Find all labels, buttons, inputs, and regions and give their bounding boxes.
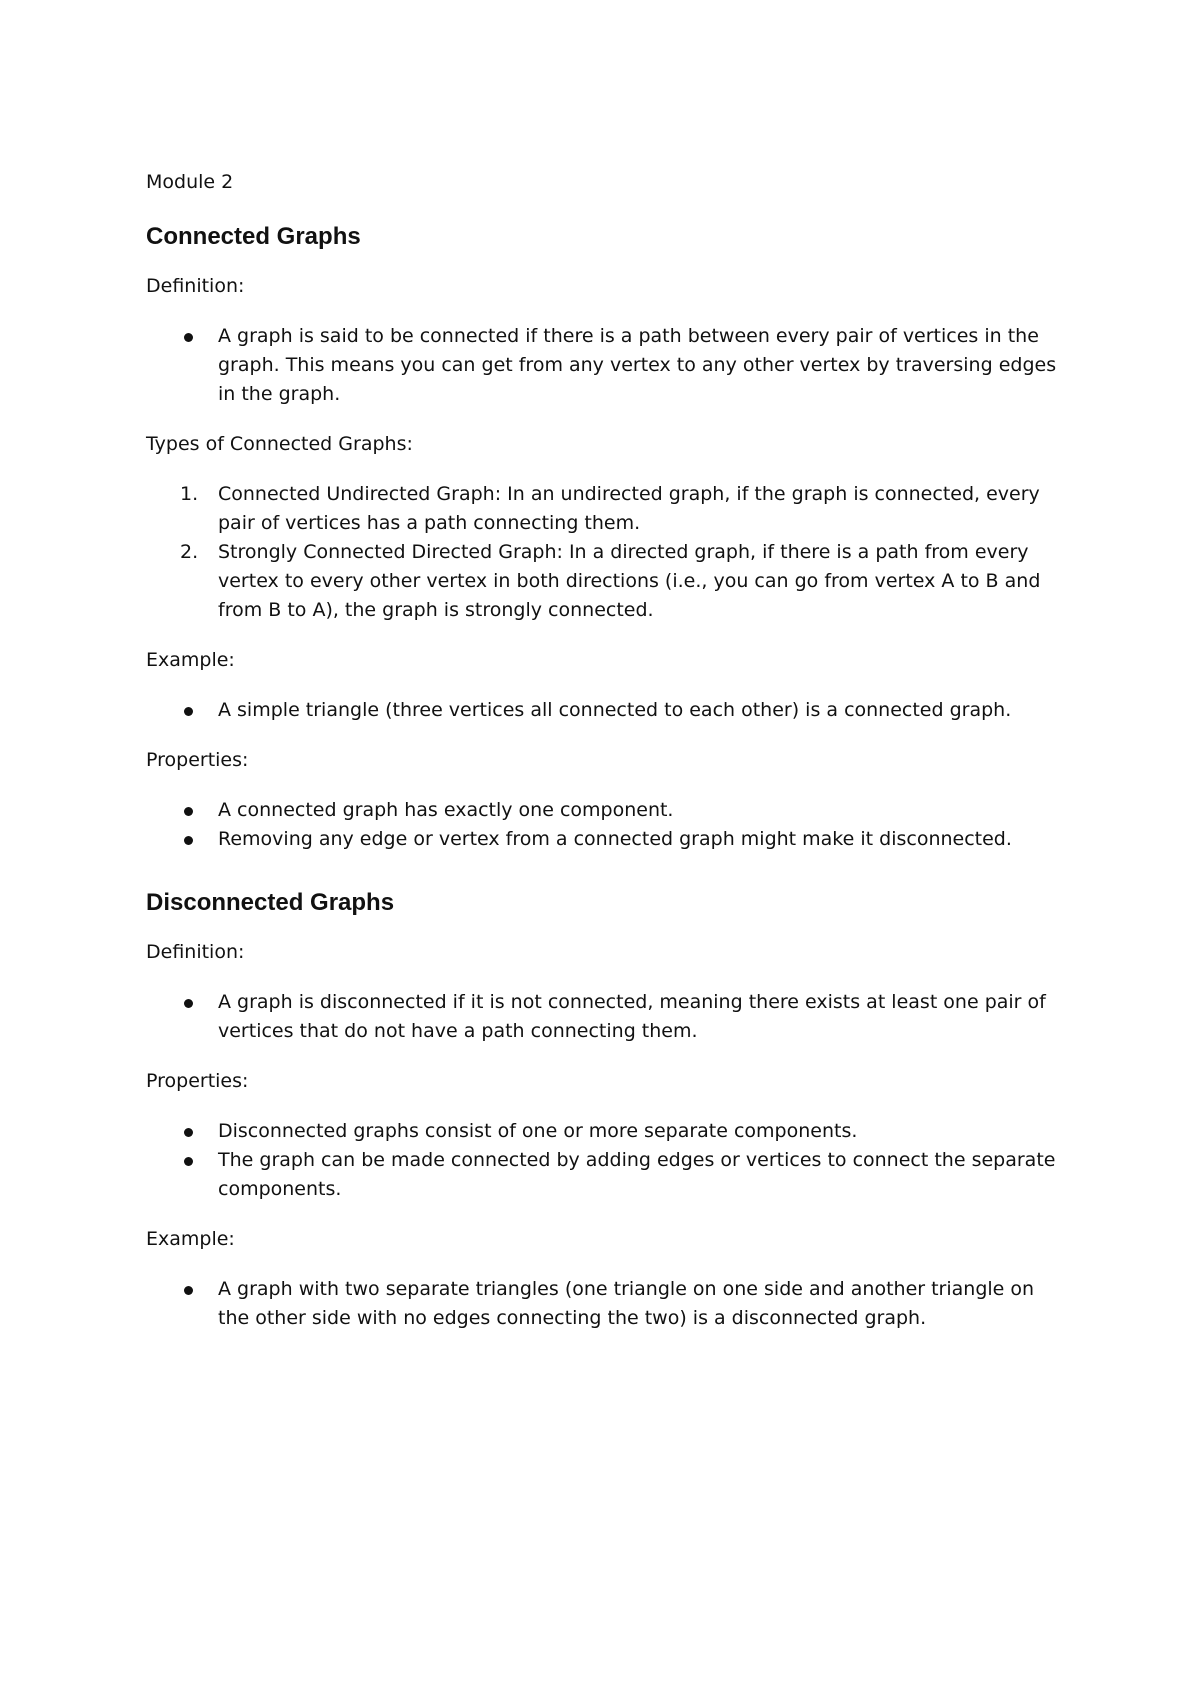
connected-definition-list [146, 322, 1066, 409]
disconnected-definition-label: Definition: [146, 941, 245, 963]
disconnected-definition-list [146, 988, 1066, 1046]
section-title-disconnected-graphs: Disconnected Graphs [146, 889, 395, 916]
connected-types-label: Types of Connected Graphs: [146, 433, 413, 455]
list-item: A graph with two separate triangles (one triangle on one side and another triangle on the other side with no edges connecting the two) is a disconnected graph. [218, 1275, 1066, 1333]
list-item [180, 480, 1066, 538]
connected-types-list [146, 480, 1066, 625]
section-title-connected-graphs: Connected Graphs [146, 223, 361, 250]
disconnected-example-list [146, 1275, 1066, 1333]
list-item: A simple triangle (three vertices all connected to each other) is a connected graph. [218, 696, 1066, 725]
list-item-text: Strongly Connected Directed Graph: In a directed graph, if there is a path from every vertex to every other vertex in both directions (i.e., you can go from vertex A to B and from B to A), the graph is strongly connected. [218, 541, 1041, 621]
disconnected-properties-label: Properties: [146, 1070, 249, 1092]
list-item: A connected graph has exactly one component. [218, 796, 1066, 825]
document-page [146, 168, 1066, 1354]
disconnected-example-label: Example: [146, 1228, 235, 1250]
disconnected-properties-list [146, 1117, 1066, 1204]
connected-example-list [146, 696, 1066, 725]
connected-definition-label: Definition: [146, 275, 245, 297]
module-label: Module 2 [146, 171, 234, 193]
list-item: The graph can be made connected by adding edges or vertices to connect the separate components. [218, 1146, 1066, 1204]
connected-properties-label: Properties: [146, 749, 249, 771]
list-item [180, 538, 1066, 625]
list-item: A graph is disconnected if it is not connected, meaning there exists at least one pair of vertices that do not have a path connecting them. [218, 988, 1066, 1046]
list-item: Removing any edge or vertex from a connected graph might make it disconnected. [218, 825, 1066, 854]
connected-example-label: Example: [146, 649, 235, 671]
list-number: 2. [180, 541, 199, 563]
list-number: 1. [180, 483, 199, 505]
list-item: A graph is said to be connected if there is a path between every pair of vertices in the graph. This means you can get from any vertex to any other vertex by traversing edges in the graph. [218, 322, 1066, 409]
connected-properties-list [146, 796, 1066, 854]
list-item: Disconnected graphs consist of one or more separate components. [218, 1117, 1066, 1146]
list-item-text: Connected Undirected Graph: In an undirected graph, if the graph is connected, every pair of vertices has a path connecting them. [218, 483, 1040, 534]
